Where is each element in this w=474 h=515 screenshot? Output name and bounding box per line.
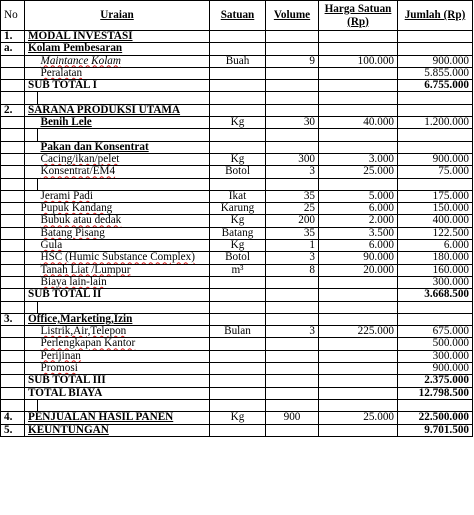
blank-cell	[398, 92, 473, 104]
row-harga	[319, 67, 398, 79]
row-volume	[266, 289, 319, 301]
row-uraian: Biaya lain-lain	[38, 276, 210, 288]
row-satuan	[210, 43, 266, 55]
row-number	[1, 80, 25, 92]
row-satuan: Kg	[210, 412, 266, 424]
row-harga: 6.000	[319, 203, 398, 215]
blank-cell	[210, 301, 266, 313]
blank-cell	[319, 301, 398, 313]
blank-cell	[38, 92, 210, 104]
blank-cell	[266, 178, 319, 190]
row-jumlah	[398, 31, 473, 43]
row-volume: 25	[266, 203, 319, 215]
row-satuan: m³	[210, 264, 266, 276]
row-satuan	[210, 80, 266, 92]
row-uraian: TOTAL BIAYA	[25, 387, 210, 399]
row-jumlah: 160.000	[398, 264, 473, 276]
row-uraian: MODAL INVESTASI	[25, 31, 210, 43]
blank-cell	[266, 399, 319, 411]
indent-cell	[25, 203, 38, 215]
blank-cell	[25, 301, 38, 313]
blank-cell	[266, 129, 319, 141]
row-jumlah: 500.000	[398, 338, 473, 350]
indent-cell	[25, 227, 38, 239]
row-satuan	[210, 141, 266, 153]
blank-cell	[25, 399, 38, 411]
row-volume: 1	[266, 240, 319, 252]
table-row	[1, 387, 473, 399]
row-volume: 3	[266, 252, 319, 264]
row-jumlah: 180.000	[398, 252, 473, 264]
blank-cell	[38, 399, 210, 411]
blank-cell	[319, 129, 398, 141]
row-harga	[319, 289, 398, 301]
row-harga: 100.000	[319, 55, 398, 67]
row-satuan	[210, 375, 266, 387]
table-row	[1, 203, 473, 215]
row-harga	[319, 80, 398, 92]
indent-cell	[25, 338, 38, 350]
blank-cell	[210, 92, 266, 104]
row-jumlah: 150.000	[398, 203, 473, 215]
row-uraian: PENJUALAN HASIL PANEN	[25, 412, 210, 424]
indent-cell	[25, 350, 38, 362]
blank-cell	[1, 178, 25, 190]
blank-cell	[1, 301, 25, 313]
row-harga	[319, 313, 398, 325]
row-satuan	[210, 104, 266, 116]
header-harga: Harga Satuan (Rp)	[319, 1, 398, 31]
row-uraian: Perijinan	[38, 350, 210, 362]
row-number	[1, 252, 25, 264]
table-row	[1, 424, 473, 436]
row-uraian: Bubuk atau dedak	[38, 215, 210, 227]
table-row	[1, 264, 473, 276]
row-volume	[266, 363, 319, 375]
table-row	[1, 276, 473, 288]
row-harga	[319, 375, 398, 387]
row-jumlah: 400.000	[398, 215, 473, 227]
row-number	[1, 375, 25, 387]
row-volume: 8	[266, 264, 319, 276]
table-row	[1, 141, 473, 153]
row-uraian: Pakan dan Konsentrat	[38, 141, 210, 153]
header-volume: Volume	[266, 1, 319, 31]
row-harga: 40.000	[319, 117, 398, 129]
row-uraian: Kolam Pembesaran	[25, 43, 210, 55]
row-uraian: KEUNTUNGAN	[25, 424, 210, 436]
row-number: 3.	[1, 313, 25, 325]
row-jumlah: 675.000	[398, 326, 473, 338]
table-row	[1, 375, 473, 387]
row-number	[1, 338, 25, 350]
indent-cell	[25, 190, 38, 202]
row-harga	[319, 350, 398, 362]
blank-cell	[398, 178, 473, 190]
blank-cell	[210, 399, 266, 411]
blank-cell	[25, 129, 38, 141]
row-number	[1, 289, 25, 301]
row-jumlah: 900.000	[398, 55, 473, 67]
table-row	[1, 43, 473, 55]
table-body	[1, 31, 473, 437]
row-volume: 35	[266, 227, 319, 239]
row-satuan: Kg	[210, 117, 266, 129]
blank-cell	[1, 129, 25, 141]
table-row	[1, 215, 473, 227]
row-number	[1, 363, 25, 375]
row-jumlah: 12.798.500	[398, 387, 473, 399]
table-row	[1, 178, 473, 190]
table-row	[1, 399, 473, 411]
blank-cell	[1, 399, 25, 411]
row-volume	[266, 313, 319, 325]
row-number	[1, 276, 25, 288]
table-row	[1, 350, 473, 362]
row-volume	[266, 350, 319, 362]
row-number	[1, 387, 25, 399]
row-satuan	[210, 67, 266, 79]
row-volume	[266, 276, 319, 288]
blank-cell	[25, 178, 38, 190]
row-satuan	[210, 31, 266, 43]
table-row	[1, 289, 473, 301]
row-uraian: SUB TOTAL I	[25, 80, 210, 92]
row-number: a.	[1, 43, 25, 55]
row-number	[1, 166, 25, 178]
row-harga: 6.000	[319, 240, 398, 252]
row-satuan	[210, 289, 266, 301]
row-jumlah: 122.500	[398, 227, 473, 239]
row-uraian: SUB TOTAL III	[25, 375, 210, 387]
row-harga: 25.000	[319, 412, 398, 424]
row-satuan: Karung	[210, 203, 266, 215]
indent-cell	[25, 240, 38, 252]
table-row	[1, 252, 473, 264]
row-volume: 900	[266, 412, 319, 424]
header-jumlah: Jumlah (Rp)	[398, 1, 473, 31]
row-satuan	[210, 313, 266, 325]
header-satuan: Satuan	[210, 1, 266, 31]
indent-cell	[25, 166, 38, 178]
row-number	[1, 227, 25, 239]
indent-cell	[25, 153, 38, 165]
row-harga: 2.000	[319, 215, 398, 227]
table-row	[1, 338, 473, 350]
row-satuan: Ikat	[210, 190, 266, 202]
row-number	[1, 350, 25, 362]
table-row	[1, 55, 473, 67]
indent-cell	[25, 252, 38, 264]
row-number: 1.	[1, 31, 25, 43]
blank-cell	[398, 301, 473, 313]
row-volume	[266, 141, 319, 153]
row-uraian: HSC (Humic Substance Complex)	[38, 252, 210, 264]
row-jumlah: 300.000	[398, 276, 473, 288]
blank-cell	[210, 129, 266, 141]
table-row	[1, 104, 473, 116]
row-satuan: Batang	[210, 227, 266, 239]
blank-cell	[398, 129, 473, 141]
row-harga: 90.000	[319, 252, 398, 264]
row-uraian: Konsentrat/EM4	[38, 166, 210, 178]
row-volume: 200	[266, 215, 319, 227]
blank-cell	[38, 129, 210, 141]
row-uraian: Maintance Kolam	[38, 55, 210, 67]
row-satuan	[210, 276, 266, 288]
row-uraian: Gula	[38, 240, 210, 252]
blank-cell	[319, 399, 398, 411]
row-satuan	[210, 424, 266, 436]
blank-cell	[38, 301, 210, 313]
row-harga: 225.000	[319, 326, 398, 338]
row-number: 2.	[1, 104, 25, 116]
row-uraian: Tanah Liat /Lumpur	[38, 264, 210, 276]
row-harga	[319, 363, 398, 375]
blank-cell	[25, 92, 38, 104]
blank-cell	[210, 178, 266, 190]
row-harga	[319, 387, 398, 399]
row-volume	[266, 80, 319, 92]
row-jumlah: 175.000	[398, 190, 473, 202]
row-uraian: Listrik,Air,Telepon	[38, 326, 210, 338]
table-row	[1, 67, 473, 79]
row-harga: 3.000	[319, 153, 398, 165]
blank-cell	[1, 92, 25, 104]
row-jumlah: 5.855.000	[398, 67, 473, 79]
row-volume	[266, 338, 319, 350]
indent-cell	[25, 141, 38, 153]
table-row	[1, 227, 473, 239]
row-harga	[319, 424, 398, 436]
row-satuan	[210, 350, 266, 362]
row-uraian: Cacing/ikan/pelet	[38, 153, 210, 165]
blank-cell	[266, 92, 319, 104]
row-jumlah: 6.755.000	[398, 80, 473, 92]
row-jumlah: 22.500.000	[398, 412, 473, 424]
row-uraian: SARANA PRODUKSI UTAMA	[25, 104, 210, 116]
table-row	[1, 190, 473, 202]
row-jumlah: 75.000	[398, 166, 473, 178]
row-jumlah: 1.200.000	[398, 117, 473, 129]
indent-cell	[25, 215, 38, 227]
row-number	[1, 67, 25, 79]
row-volume	[266, 67, 319, 79]
row-volume	[266, 387, 319, 399]
row-number: 4.	[1, 412, 25, 424]
table-row	[1, 129, 473, 141]
row-jumlah	[398, 313, 473, 325]
blank-cell	[398, 399, 473, 411]
row-harga	[319, 141, 398, 153]
header-uraian: Uraian	[25, 1, 210, 31]
row-number	[1, 264, 25, 276]
row-uraian: Office,Marketing,Izin	[25, 313, 210, 325]
indent-cell	[25, 276, 38, 288]
row-uraian: Jerami Padi	[38, 190, 210, 202]
row-volume: 35	[266, 190, 319, 202]
table-row	[1, 166, 473, 178]
row-volume: 3	[266, 326, 319, 338]
row-jumlah	[398, 43, 473, 55]
row-satuan	[210, 387, 266, 399]
row-volume	[266, 31, 319, 43]
row-harga	[319, 31, 398, 43]
indent-cell	[25, 326, 38, 338]
table-row	[1, 117, 473, 129]
indent-cell	[25, 363, 38, 375]
row-volume: 9	[266, 55, 319, 67]
row-uraian: Peralatan	[38, 67, 210, 79]
row-uraian: Batang Pisang	[38, 227, 210, 239]
row-volume	[266, 104, 319, 116]
row-number	[1, 203, 25, 215]
row-satuan: Kg	[210, 153, 266, 165]
table-row	[1, 313, 473, 325]
row-jumlah: 2.375.000	[398, 375, 473, 387]
row-harga: 3.500	[319, 227, 398, 239]
table-row	[1, 412, 473, 424]
row-harga: 20.000	[319, 264, 398, 276]
row-uraian: Benih Lele	[38, 117, 210, 129]
row-satuan: Kg	[210, 215, 266, 227]
row-satuan: Bulan	[210, 326, 266, 338]
indent-cell	[25, 67, 38, 79]
row-volume: 3	[266, 166, 319, 178]
header-no: No	[1, 1, 25, 31]
table-row	[1, 80, 473, 92]
table-row	[1, 301, 473, 313]
row-number	[1, 141, 25, 153]
row-uraian: Pupuk Kandang	[38, 203, 210, 215]
row-number	[1, 153, 25, 165]
row-jumlah: 3.668.500	[398, 289, 473, 301]
row-harga	[319, 43, 398, 55]
row-volume	[266, 43, 319, 55]
row-harga: 25.000	[319, 166, 398, 178]
table-row	[1, 153, 473, 165]
row-number	[1, 55, 25, 67]
row-volume	[266, 375, 319, 387]
table-row	[1, 363, 473, 375]
row-satuan	[210, 363, 266, 375]
blank-cell	[266, 301, 319, 313]
blank-cell	[319, 92, 398, 104]
row-number	[1, 326, 25, 338]
row-number	[1, 117, 25, 129]
row-satuan: Kg	[210, 240, 266, 252]
row-uraian: Perlengkapan Kantor	[38, 338, 210, 350]
table-row	[1, 92, 473, 104]
header-row	[1, 1, 473, 31]
row-volume	[266, 424, 319, 436]
row-satuan: Botol	[210, 252, 266, 264]
table-row	[1, 326, 473, 338]
row-uraian: Promosi	[38, 363, 210, 375]
blank-cell	[38, 178, 210, 190]
row-volume: 30	[266, 117, 319, 129]
row-jumlah	[398, 141, 473, 153]
row-jumlah: 9.701.500	[398, 424, 473, 436]
row-satuan: Botol	[210, 166, 266, 178]
indent-cell	[25, 55, 38, 67]
row-harga: 5.000	[319, 190, 398, 202]
row-volume: 300	[266, 153, 319, 165]
row-harga	[319, 338, 398, 350]
indent-cell	[25, 264, 38, 276]
row-satuan: Buah	[210, 55, 266, 67]
row-satuan	[210, 338, 266, 350]
blank-cell	[319, 178, 398, 190]
row-uraian: SUB TOTAL II	[25, 289, 210, 301]
row-number	[1, 215, 25, 227]
row-number	[1, 190, 25, 202]
row-number: 5.	[1, 424, 25, 436]
row-jumlah: 900.000	[398, 363, 473, 375]
row-harga	[319, 104, 398, 116]
table-row	[1, 31, 473, 43]
row-jumlah: 6.000	[398, 240, 473, 252]
row-jumlah: 900.000	[398, 153, 473, 165]
row-harga	[319, 276, 398, 288]
table-row	[1, 240, 473, 252]
indent-cell	[25, 117, 38, 129]
row-jumlah	[398, 104, 473, 116]
row-jumlah: 300.000	[398, 350, 473, 362]
row-number	[1, 240, 25, 252]
